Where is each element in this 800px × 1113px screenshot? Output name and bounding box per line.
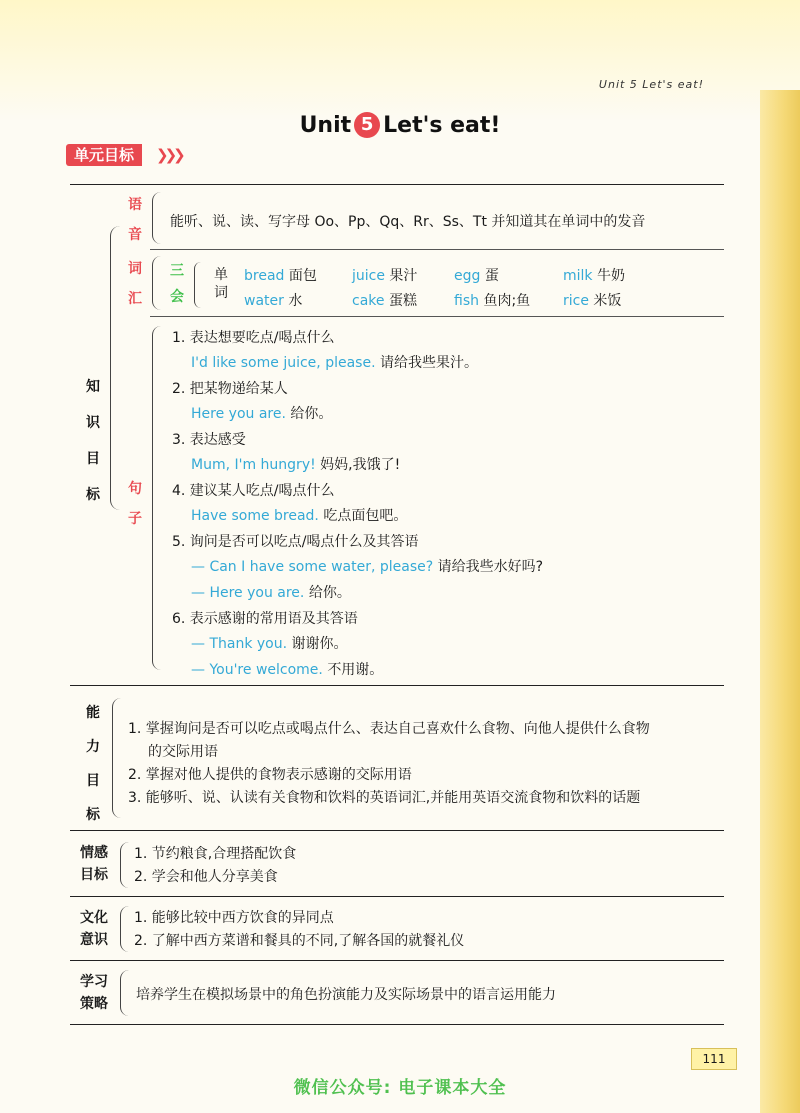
- strategy-brace: [120, 970, 129, 1016]
- sentence-example: — Thank you. 谢谢你。: [191, 636, 348, 652]
- vocab-word: water 水: [244, 293, 303, 309]
- knowledge-bottom-rule: [70, 685, 724, 686]
- ability-item: 1. 掌握询问是否可以吃点或喝点什么、表达自己喜欢什么食物、向他人提供什么食物: [128, 721, 650, 737]
- page-edge-decoration: [760, 90, 800, 1113]
- sentence-example: — You're welcome. 不用谢。: [191, 662, 384, 678]
- strategy-label: 学习 策略: [80, 974, 108, 1012]
- sentence-example: Here you are. 给你。: [191, 406, 333, 422]
- culture-bottom-rule: [70, 960, 724, 961]
- emotion-label: 情感 目标: [80, 845, 108, 883]
- vocab-word: milk 牛奶: [563, 268, 625, 284]
- culture-item: 1. 能够比较中西方饮食的异同点: [134, 910, 334, 926]
- table-bottom-rule: [70, 1024, 724, 1025]
- ability-item: 2. 掌握对他人提供的食物表示感谢的交际用语: [128, 767, 412, 783]
- danci-label: 单 词: [214, 267, 228, 301]
- watermark: 微信公众号: 电子课本大全: [293, 1078, 507, 1098]
- culture-item: 2. 了解中西方菜谱和餐具的不同,了解各国的就餐礼仪: [134, 933, 465, 949]
- sentence-head: 6. 表示感谢的常用语及其答语: [172, 611, 358, 627]
- sanhui-brace: [194, 262, 201, 308]
- sentence-head: 4. 建议某人吃点/喝点什么: [172, 483, 335, 499]
- sentence-head: 5. 询问是否可以吃点/喝点什么及其答语: [172, 534, 419, 550]
- vocab-label: 词 汇: [128, 261, 142, 307]
- header-background: [0, 0, 800, 120]
- section-tag: 单元目标: [66, 144, 142, 166]
- phonics-rule: [150, 249, 724, 250]
- sentence-example: — Can I have some water, please? 请给我些水好吗?: [191, 559, 544, 575]
- ability-label: 能 力 目 标: [86, 705, 100, 823]
- emotion-brace: [120, 842, 129, 888]
- strategy-item: 培养学生在模拟场景中的角色扮演能力及实际场景中的语言运用能力: [136, 987, 556, 1003]
- vocab-word: juice 果汁: [352, 268, 418, 284]
- phonics-text: 能听、说、读、写字母 Oo、Pp、Qq、Rr、Ss、Tt 并知道其在单词中的发音: [170, 214, 646, 230]
- emotion-bottom-rule: [70, 896, 724, 897]
- ability-bottom-rule: [70, 830, 724, 831]
- table-top-rule: [70, 184, 724, 185]
- culture-label: 文化 意识: [80, 910, 108, 948]
- sentence-example: — Here you are. 给你。: [191, 585, 351, 601]
- sentence-head: 2. 把某物递给某人: [172, 381, 288, 397]
- sentence-example: Have some bread. 吃点面包吧。: [191, 508, 408, 524]
- sentence-head: 1. 表达想要吃点/喝点什么: [172, 330, 335, 346]
- culture-brace: [120, 906, 129, 952]
- ability-brace: [112, 698, 121, 818]
- vocab-word: fish 鱼肉;鱼: [454, 293, 531, 309]
- vocab-word: cake 蛋糕: [352, 293, 417, 309]
- ability-item: 的交际用语: [148, 744, 218, 760]
- page-number: 111: [691, 1048, 737, 1070]
- ability-item: 3. 能够听、说、认读有关食物和饮料的英语词汇,并能用英语交流食物和饮料的话题: [128, 790, 641, 806]
- sentence-head: 3. 表达感受: [172, 432, 246, 448]
- sentence-example: Mum, I'm hungry! 妈妈,我饿了!: [191, 457, 401, 473]
- emotion-item: 2. 学会和他人分享美食: [134, 869, 278, 885]
- title-text: Let's eat!: [383, 113, 501, 138]
- title-unit: Unit: [299, 113, 352, 138]
- running-head: Unit 5 Let's eat!: [598, 78, 704, 91]
- sentences-brace: [152, 326, 161, 670]
- sentence-example: I'd like some juice, please. 请给我些果汁。: [191, 355, 478, 371]
- chevron-arrows-icon: ❯❯❯: [156, 146, 182, 164]
- vocab-word: rice 米饭: [563, 293, 622, 309]
- vocab-rule: [150, 316, 724, 317]
- vocab-word: egg 蛋: [454, 268, 499, 284]
- phonics-brace: [152, 192, 161, 244]
- knowledge-brace: [110, 226, 121, 510]
- sanhui-label: 三 会: [170, 263, 184, 305]
- vocab-word: bread 面包: [244, 268, 317, 284]
- knowledge-label: 知 识 目 标: [86, 379, 100, 503]
- emotion-item: 1. 节约粮食,合理搭配饮食: [134, 846, 297, 862]
- page-title: [0, 112, 800, 138]
- unit-number-badge: 5: [354, 112, 380, 138]
- vocab-brace: [152, 256, 161, 310]
- sentences-label: 句 子: [128, 481, 142, 527]
- phonics-label: 语 音: [128, 197, 142, 243]
